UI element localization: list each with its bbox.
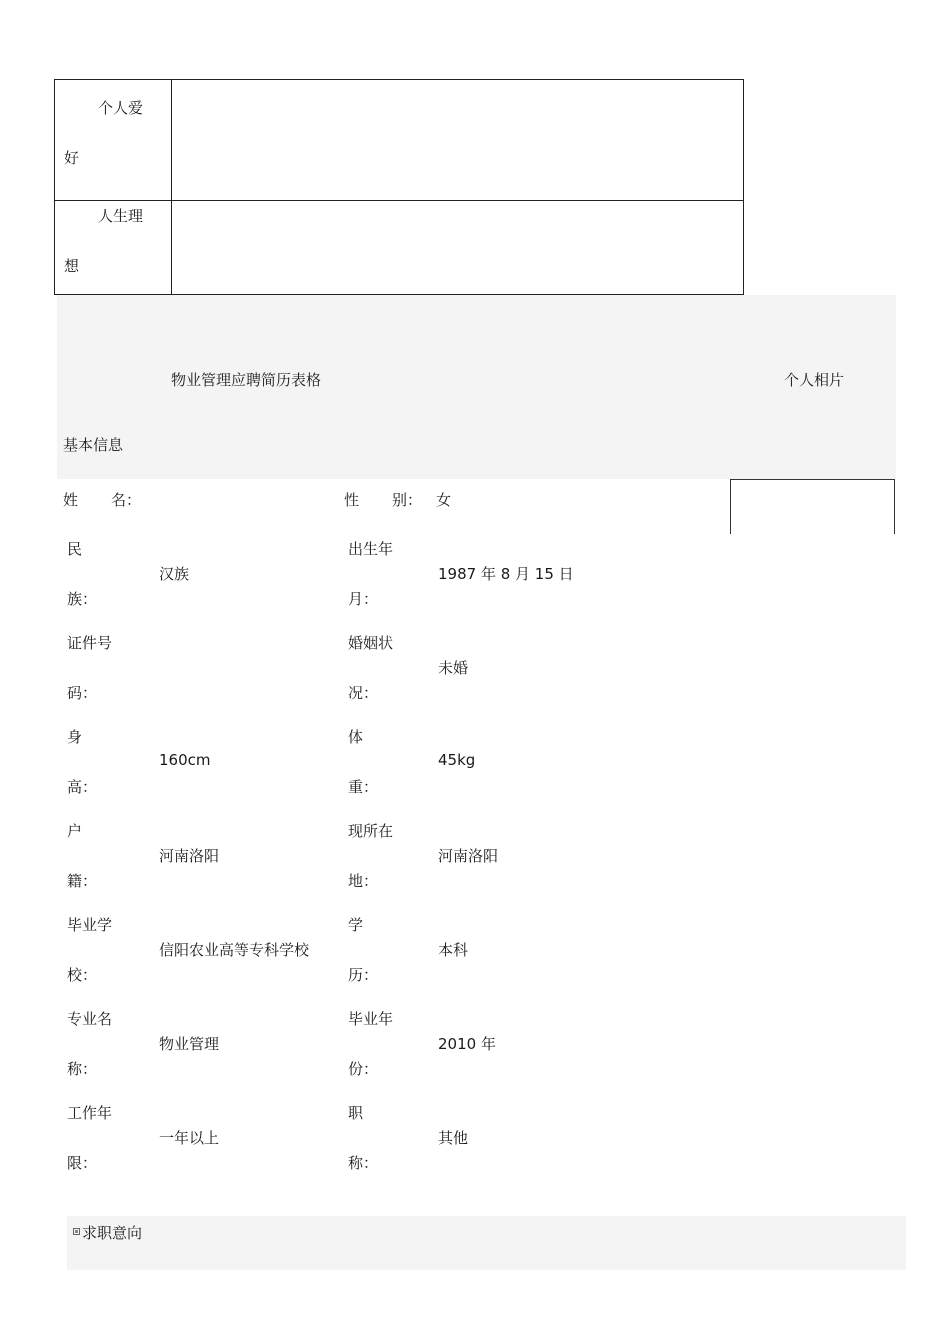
school-label-bottom: 校： — [67, 966, 98, 984]
birthdate-label-top: 出生年 — [348, 540, 394, 558]
household-label-bottom: 籍： — [67, 872, 98, 890]
table-divider-horizontal — [55, 200, 743, 201]
marital-status-label-top: 婚姻状 — [348, 634, 394, 652]
ethnicity-value: 汉族 — [159, 565, 190, 583]
hobbies-ideals-table — [54, 79, 744, 295]
marital-status-label-bottom: 况： — [348, 684, 379, 702]
ethnicity-label-bottom: 族： — [67, 590, 98, 608]
hobbies-label-line2: 好 — [64, 149, 80, 167]
id-number-label-top: 证件号 — [67, 634, 113, 652]
hobbies-label-line1: 个人爱 — [98, 99, 144, 117]
gender-value: 女 — [436, 491, 452, 509]
ideals-label-line1: 人生理 — [98, 207, 144, 225]
household-label-top: 户 — [67, 822, 83, 840]
image-placeholder-icon — [73, 1228, 80, 1235]
job-intent-title: 求职意向 — [82, 1224, 143, 1242]
weight-value: 45kg — [438, 751, 476, 769]
marital-status-value: 未婚 — [438, 659, 469, 677]
current-location-label-top: 现所在 — [348, 822, 394, 840]
gender-label-a: 性 — [344, 491, 360, 509]
job-title-label-top: 职 — [348, 1104, 364, 1122]
graduation-year-label-top: 毕业年 — [348, 1010, 394, 1028]
work-years-label-top: 工作年 — [67, 1104, 113, 1122]
job-title-label-bottom: 称： — [348, 1154, 379, 1172]
section-title-basic-info: 基本信息 — [63, 436, 124, 454]
photo-label: 个人相片 — [784, 371, 845, 389]
name-label-a: 姓 — [63, 491, 79, 509]
ethnicity-label-top: 民 — [67, 540, 83, 558]
graduation-year-value: 2010 年 — [438, 1035, 496, 1053]
education-value: 本科 — [438, 941, 469, 959]
table-divider-vertical — [171, 80, 172, 294]
education-label-top: 学 — [348, 916, 364, 934]
household-value: 河南洛阳 — [159, 847, 220, 865]
page-title: 物业管理应聘简历表格 — [171, 371, 322, 389]
job-intent-band — [67, 1216, 906, 1270]
photo-placeholder — [730, 479, 895, 534]
birthdate-label-bottom: 月： — [348, 590, 379, 608]
height-label-top: 身 — [67, 728, 83, 746]
major-value: 物业管理 — [159, 1035, 220, 1053]
major-label-bottom: 称： — [67, 1060, 98, 1078]
education-label-bottom: 历： — [348, 966, 379, 984]
weight-label-top: 体 — [348, 728, 364, 746]
current-location-value: 河南洛阳 — [438, 847, 499, 865]
weight-label-bottom: 重： — [348, 778, 379, 796]
height-label-bottom: 高： — [67, 778, 98, 796]
id-number-label-bottom: 码： — [67, 684, 98, 702]
ideals-label-line2: 想 — [64, 257, 80, 275]
major-label-top: 专业名 — [67, 1010, 113, 1028]
gender-label-b: 别： — [392, 491, 423, 509]
name-label-b: 名： — [111, 491, 142, 509]
work-years-value: 一年以上 — [159, 1129, 220, 1147]
work-years-label-bottom: 限： — [67, 1154, 98, 1172]
job-title-value: 其他 — [438, 1129, 469, 1147]
school-label-top: 毕业学 — [67, 916, 113, 934]
school-value: 信阳农业高等专科学校 — [159, 941, 310, 959]
graduation-year-label-bottom: 份： — [348, 1060, 379, 1078]
birthdate-value: 1987 年 8 月 15 日 — [438, 565, 574, 583]
height-value: 160cm — [159, 751, 211, 769]
current-location-label-bottom: 地： — [348, 872, 379, 890]
